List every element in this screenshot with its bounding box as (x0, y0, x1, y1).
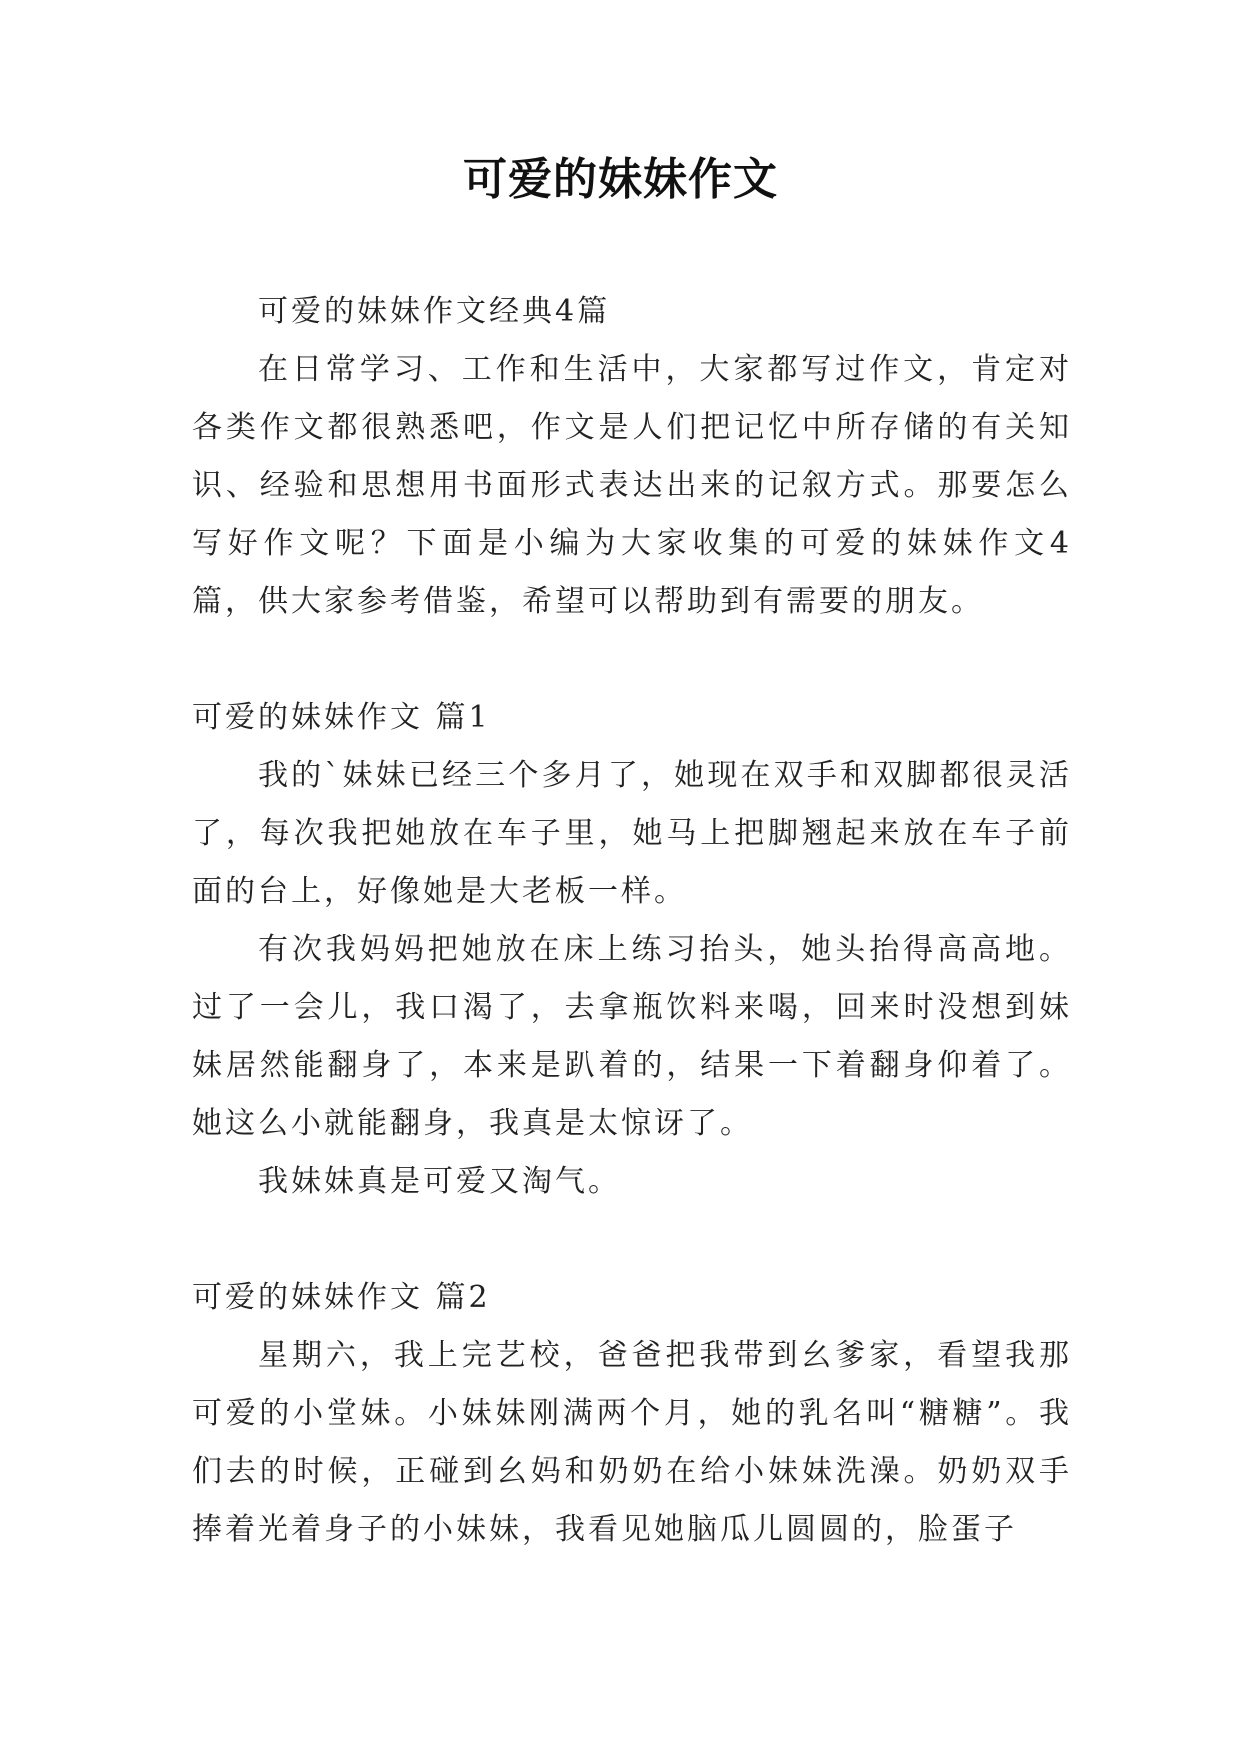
intro-paragraph: 在日常学习、工作和生活中，大家都写过作文，肯定对各类作文都很熟悉吧，作文是人们把记忆中所存储的有关知识、经验和思想用书面形式表达出来的记叙方式。那要怎么写好作文呢？下面是小编为大家收集的可爱的妹妹作文4篇，供大家参考借鉴，希望可以帮助到有需要的朋友。 (192, 352, 1072, 619)
section1-paragraph-2: 有次我妈妈把她放在床上练习抬头，她头抬得高高地。过了一会儿，我口渴了，去拿瓶饮料来喝，回来时没想到妹妹居然能翻身了，本来是趴着的，结果一下着翻身仰着了。她这么小就能翻身，我真是太惊讶了。 (192, 932, 1072, 1141)
section-heading-2: 可爱的妹妹作文 篇2 (192, 1280, 491, 1315)
section-spacer (192, 1211, 1072, 1269)
intro-heading: 可爱的妹妹作文经典4篇 (258, 294, 611, 329)
section1-paragraph-1: 我的`妹妹已经三个多月了，她现在双手和双脚都很灵活了，每次我把她放在车子里，她马上把脚翘起来放在车子前面的台上，好像她是大老板一样。 (192, 758, 1072, 909)
document-title: 可爱的妹妹作文 (463, 154, 778, 205)
section1-paragraph-3: 我妹妹真是可爱又淘气。 (258, 1164, 621, 1199)
section-heading-1: 可爱的妹妹作文 篇1 (192, 700, 491, 735)
document-body (192, 283, 1072, 1559)
section-spacer (192, 631, 1072, 689)
section2-paragraph-1: 星期六，我上完艺校，爸爸把我带到幺爹家，看望我那可爱的小堂妹。小妹妹刚满两个月，她的乳名叫“糖糖”。我们去的时候，正碰到幺妈和奶奶在给小妹妹洗澡。奶奶双手捧着光着身子的小妹妹，我看见她脑瓜儿圆圆的，脸蛋子 (192, 1338, 1072, 1547)
